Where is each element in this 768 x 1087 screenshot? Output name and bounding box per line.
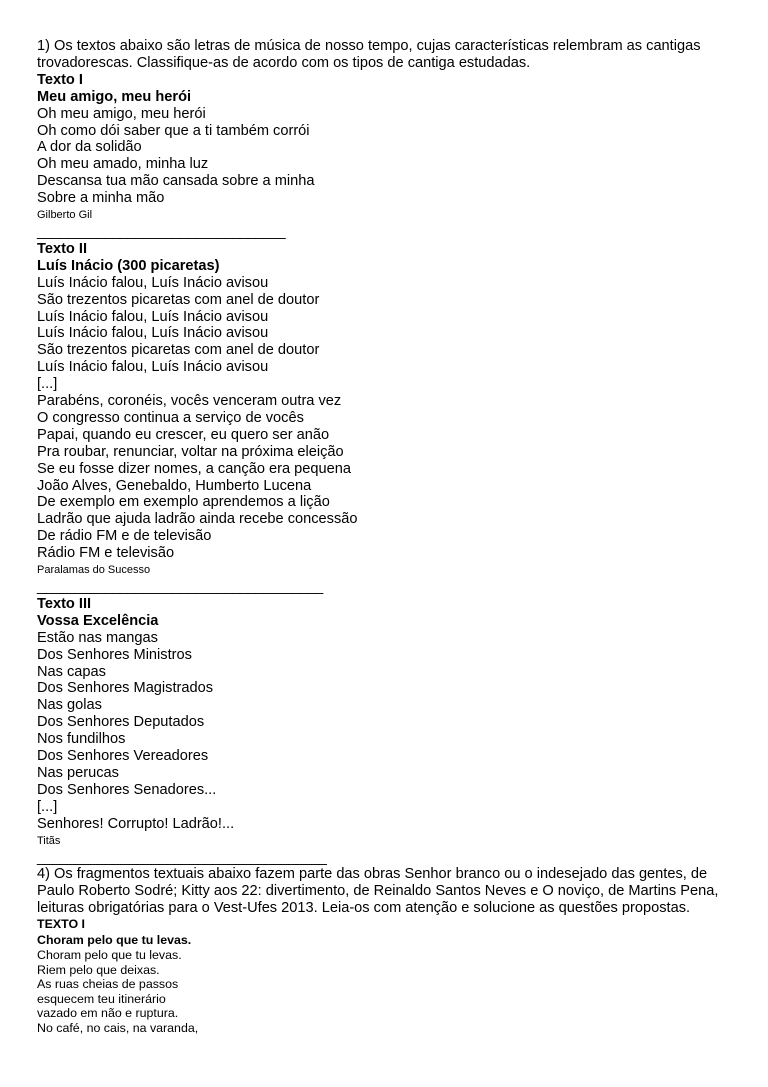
- texto-1-line: Oh meu amado, minha luz: [37, 156, 209, 173]
- texto-3-line: Dos Senhores Magistrados: [37, 680, 214, 697]
- texto-4-line: As ruas cheias de passos: [37, 977, 179, 992]
- texto-2-author: Paralamas do Sucesso: [37, 564, 151, 577]
- texto-3-line: Nas perucas: [37, 764, 119, 781]
- texto-2-title: Luís Inácio (300 picaretas): [37, 257, 220, 274]
- texto-4-line: vazado em não e ruptura.: [37, 1006, 179, 1021]
- texto-3-divider: ______________________________________: [37, 849, 327, 866]
- texto-3-label: Texto III: [37, 595, 92, 612]
- texto-3-line: Estão nas mangas: [37, 629, 158, 646]
- texto-2-line: João Alves, Genebaldo, Humberto Lucena: [37, 477, 312, 494]
- texto-2-line: Luís Inácio falou, Luís Inácio avisou: [37, 274, 269, 291]
- document-page: [37, 38, 737, 1035]
- texto-4-line: Riem pelo que deixas.: [37, 962, 160, 977]
- texto-3-line: Nos fundilhos: [37, 731, 126, 748]
- texto-2-line: De rádio FM e de televisão: [37, 528, 212, 545]
- texto-4-title: Choram pelo que tu levas.: [37, 932, 192, 947]
- texto-3-line: Nas golas: [37, 697, 102, 714]
- texto-1-author: Gilberto Gil: [37, 209, 93, 222]
- texto-1-line: Descansa tua mão cansada sobre a minha: [37, 173, 315, 190]
- texto-3-line: Dos Senhores Vereadores: [37, 748, 209, 765]
- texto-4-line: Choram pelo que tu levas.: [37, 948, 182, 963]
- texto-3-author: Titãs: [37, 834, 61, 847]
- texto-2-label: Texto II: [37, 240, 88, 257]
- texto-3-line: Nas capas: [37, 663, 106, 680]
- question-4-intro-line-3: leituras obrigatórias para o Vest-Ufes 2013. Leia-os com atenção e solucione as questões propostas.: [37, 900, 691, 917]
- question-1-intro-line-2: trovadorescas. Classifique-as de acordo com os tipos de cantiga estudadas.: [37, 54, 531, 71]
- texto-3-line: Senhores! Corrupto! Ladrão!...: [37, 815, 235, 832]
- texto-2-line: Ladrão que ajuda ladrão ainda recebe concessão: [37, 511, 358, 528]
- texto-2-line: Se eu fosse dizer nomes, a canção era pequena: [37, 460, 351, 477]
- texto-4-label: TEXTO I: [37, 917, 85, 932]
- texto-3-line: Dos Senhores Senadores...: [37, 781, 217, 798]
- texto-1-line: A dor da solidão: [37, 139, 142, 156]
- texto-1-label: Texto I: [37, 71, 83, 88]
- texto-1-title: Meu amigo, meu herói: [37, 88, 192, 105]
- texto-2-line: São trezentos picaretas com anel de doutor: [37, 342, 320, 359]
- texto-2-line: Parabéns, coronéis, vocês venceram outra vez: [37, 393, 342, 410]
- texto-3-line: Dos Senhores Deputados: [37, 714, 205, 731]
- texto-4-line: No café, no cais, na varanda,: [37, 1020, 199, 1035]
- texto-1-line: Oh como dói saber que a ti também corrói: [37, 122, 310, 139]
- texto-1-line: Oh meu amigo, meu herói: [37, 105, 206, 122]
- question-4-intro-line-1: 4) Os fragmentos textuais abaixo fazem parte das obras Senhor branco ou o indesejado das gentes, de: [37, 866, 708, 883]
- texto-2-divider: ______________________________________: [37, 579, 323, 595]
- question-1-intro-line-1: 1) Os textos abaixo são letras de música de nosso tempo, cujas características relembram as cantigas: [37, 38, 701, 54]
- texto-2-line: Luís Inácio falou, Luís Inácio avisou: [37, 308, 269, 325]
- texto-1-divider: _________________________________: [37, 223, 286, 240]
- texto-3-line: Dos Senhores Ministros: [37, 646, 192, 663]
- texto-2-line: [...]: [37, 376, 58, 393]
- texto-2-line: De exemplo em exemplo aprendemos a lição: [37, 494, 330, 511]
- texto-2-line: Rádio FM e televisão: [37, 545, 175, 562]
- question-4-intro-line-2: Paulo Roberto Sodré; Kitty aos 22: divertimento, de Reinaldo Santos Neves e O noviço, de Martins Pena,: [37, 883, 719, 900]
- texto-2-line: Luís Inácio falou, Luís Inácio avisou: [37, 325, 269, 342]
- texto-2-line: São trezentos picaretas com anel de doutor: [37, 291, 320, 308]
- texto-2-line: Pra roubar, renunciar, voltar na próxima eleição: [37, 443, 344, 460]
- texto-4-line: esquecem teu itinerário: [37, 991, 166, 1006]
- texto-2-line: O congresso continua a serviço de vocês: [37, 409, 304, 426]
- texto-2-line: Papai, quando eu crescer, eu quero ser anão: [37, 426, 330, 443]
- texto-1-line: Sobre a minha mão: [37, 190, 165, 207]
- texto-3-line: [...]: [37, 798, 58, 815]
- texto-2-line: Luís Inácio falou, Luís Inácio avisou: [37, 359, 269, 376]
- texto-3-title: Vossa Excelência: [37, 612, 159, 629]
